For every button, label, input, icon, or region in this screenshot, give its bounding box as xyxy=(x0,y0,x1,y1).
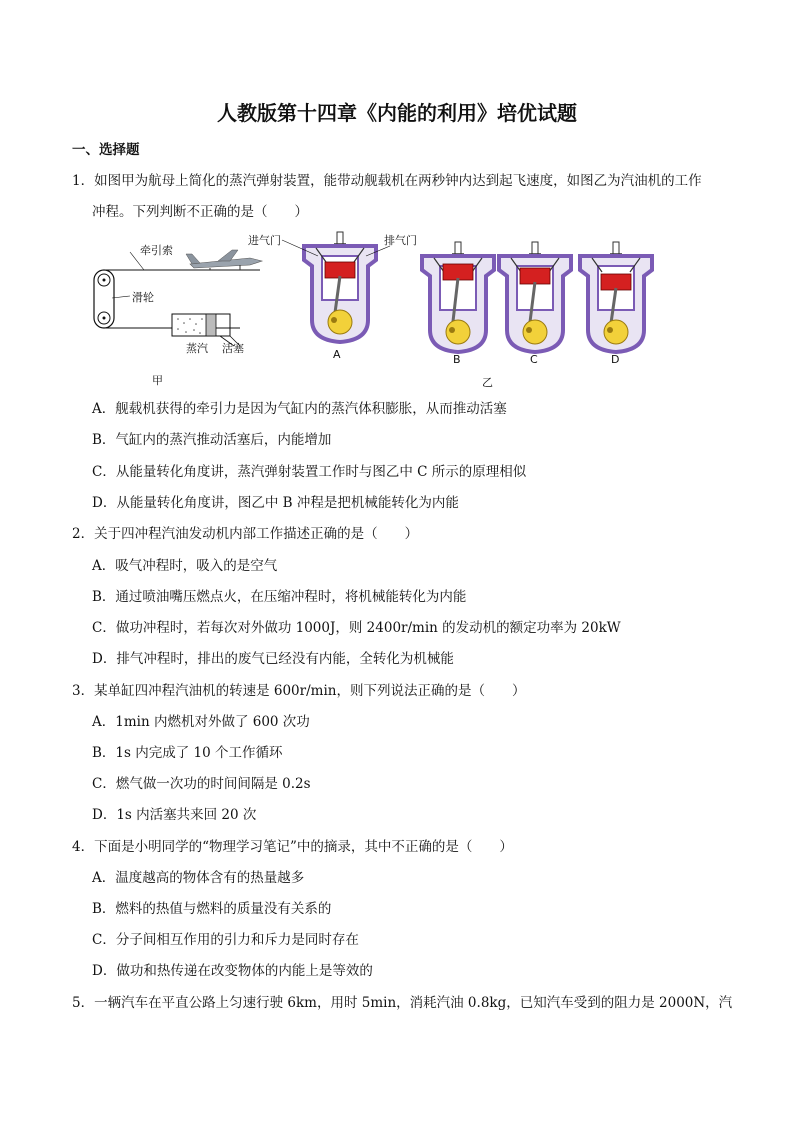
question-3-stem: 3．某单缸四冲程汽油机的转速是 600r/min，则下列说法正确的是（ ） xyxy=(72,683,526,699)
question-3-option-d: D．1s 内活塞共来回 20 次 xyxy=(92,807,257,823)
steam-cylinder xyxy=(172,314,230,336)
label-steam: 蒸汽 xyxy=(186,342,208,355)
spark-plug-icon xyxy=(455,242,461,254)
question-4-option-b: B．燃料的热值与燃料的质量没有关系的 xyxy=(92,901,332,917)
piston xyxy=(520,268,550,284)
caption-yi: 乙 xyxy=(482,376,493,389)
question-3-option-c: C．燃气做一次功的时间间隔是 0.2s xyxy=(92,776,311,792)
question-2-option-c: C．做功冲程时，若每次对外做功 1000J，则 2400r/min 的发动机的额定功率为 20kW xyxy=(92,620,621,636)
caption-jia: 甲 xyxy=(152,374,163,387)
label-engine-D: D xyxy=(611,353,620,366)
label-engine-C: C xyxy=(530,353,538,366)
spark-plug-icon xyxy=(613,242,619,254)
question-3-option-b: B．1s 内完成了 10 个工作循环 xyxy=(92,745,283,761)
question-1-option-d: D．从能量转化角度讲，图乙中 B 冲程是把机械能转化为内能 xyxy=(92,495,459,511)
crankshaft xyxy=(446,320,470,344)
crankshaft xyxy=(523,320,547,344)
question-2-stem: 2．关于四冲程汽油发动机内部工作描述正确的是（ ） xyxy=(72,526,419,542)
pulley-top-axle xyxy=(103,279,106,282)
label-exhaust-valve: 排气门 xyxy=(384,234,417,247)
question-2-option-a: A．吸气冲程时，吸入的是空气 xyxy=(92,558,278,574)
label-engine-B: B xyxy=(453,353,461,366)
question-1-option-c: C．从能量转化角度讲，蒸汽弹射装置工作时与图乙中 C 所示的原理相似 xyxy=(92,464,527,480)
label-engine-A: A xyxy=(333,348,341,361)
question-1-stem-cont: 冲程。下列判断不正确的是（ ） xyxy=(92,204,308,220)
question-4-stem: 4．下面是小明同学的“物理学习笔记”中的摘录，其中不正确的是（ ） xyxy=(72,839,513,855)
question-3-option-a: A．1min 内燃机对外做了 600 次功 xyxy=(92,714,310,730)
question-4-option-d: D．做功和热传递在改变物体的内能上是等效的 xyxy=(92,963,373,979)
spark-plug-icon xyxy=(532,242,538,254)
label-piston: 活塞 xyxy=(222,342,244,355)
spark-plug-icon xyxy=(337,232,343,244)
page-title: 人教版第十四章《内能的利用》培优试题 xyxy=(217,101,577,125)
question-2-option-d: D．排气冲程时，排出的废气已经没有内能，全转化为机械能 xyxy=(92,651,454,667)
crankshaft xyxy=(328,310,352,334)
steam-dots xyxy=(177,318,203,334)
label-rope: 牵引索 xyxy=(140,244,173,257)
engine-A xyxy=(304,232,376,342)
question-5-stem: 5．一辆汽车在平直公路上匀速行驶 6km，用时 5min，消耗汽油 0.8kg，已知汽车受到的阻力是 2000N，汽 xyxy=(72,995,733,1011)
piston-block xyxy=(206,314,216,336)
piston xyxy=(325,262,355,278)
engine-D xyxy=(580,242,652,352)
section-heading: 一、选择题 xyxy=(72,142,140,158)
question-1-option-b: B．气缸内的蒸汽推动活塞后，内能增加 xyxy=(92,432,332,448)
figure-jia xyxy=(94,243,262,387)
engine-B xyxy=(422,242,494,352)
piston xyxy=(601,274,631,290)
aircraft-icon xyxy=(186,250,262,270)
question-1-option-a: A．舰载机获得的牵引力是因为气缸内的蒸汽体积膨胀，从而推动活塞 xyxy=(92,401,507,417)
engine-figure xyxy=(90,228,690,393)
engine-C xyxy=(499,242,571,352)
question-4-option-a: A．温度越高的物体含有的热量越多 xyxy=(92,870,305,886)
figure-yi xyxy=(282,232,652,352)
label-intake-valve: 进气门 xyxy=(248,234,281,247)
label-pulley: 滑轮 xyxy=(132,291,154,304)
question-1-stem: 1．如图甲为航母上简化的蒸汽弹射装置，能带动舰载机在两秒钟内达到起飞速度，如图乙为汽油机的工作 xyxy=(72,173,702,189)
pulley-bottom-axle xyxy=(103,317,106,320)
crankshaft xyxy=(604,320,628,344)
piston xyxy=(443,264,473,280)
question-2-option-b: B．通过喷油嘴压燃点火，在压缩冲程时，将机械能转化为内能 xyxy=(92,589,467,605)
question-4-option-c: C．分子间相互作用的引力和斥力是同时存在 xyxy=(92,932,359,948)
